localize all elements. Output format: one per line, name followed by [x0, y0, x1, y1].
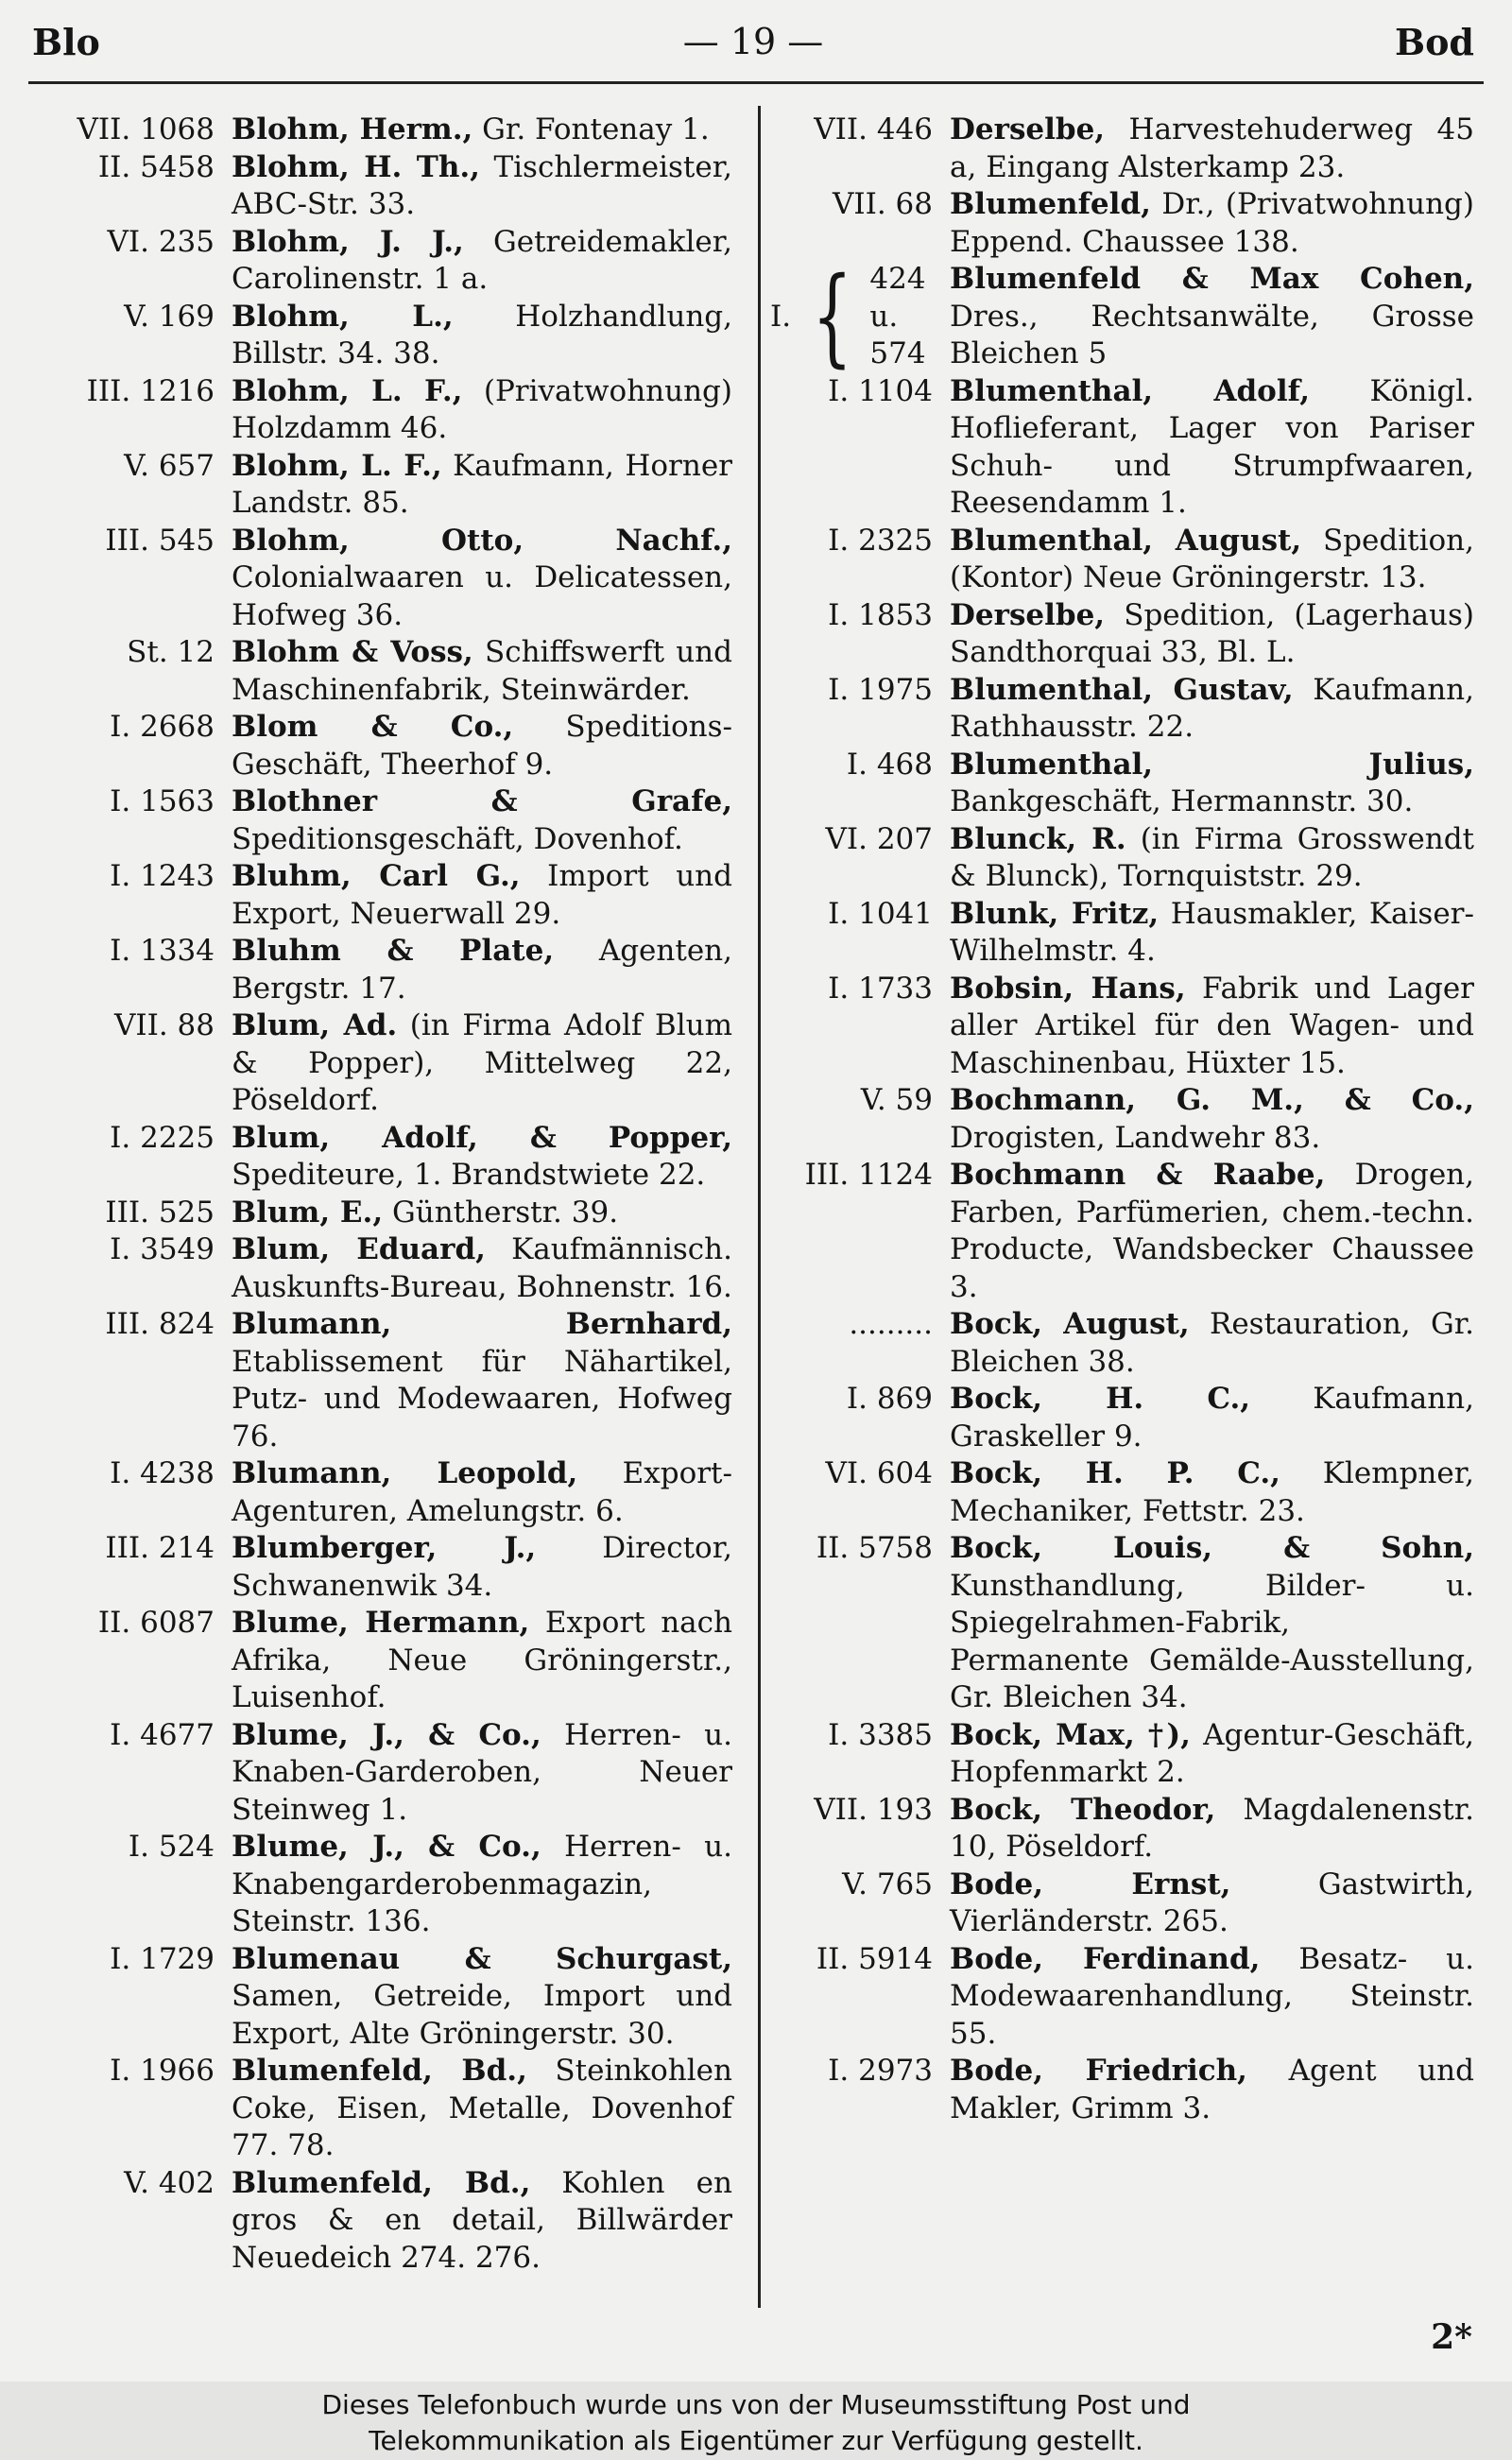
- entry-text: [950, 896, 1474, 971]
- entry-details: (in Firma Adolf Blum & Popper), Mittelweg 22, Pöseldorf.: [232, 1008, 732, 1117]
- entry-details: Tischlermeister, ABC-Str. 33.: [232, 149, 732, 221]
- entry-name: Blum, Ad.: [232, 1008, 398, 1042]
- entry-text: [232, 634, 732, 709]
- entry-name: Blumenfeld, Bd.,: [232, 2054, 527, 2088]
- entry-text: [232, 373, 732, 448]
- entry-number: II. 6087: [97, 1606, 215, 1640]
- entry-name: Blume, J., & Co.,: [232, 1717, 541, 1752]
- entry-name: Bock, H. C.,: [950, 1382, 1251, 1416]
- entry-text: [232, 1007, 732, 1120]
- entry-name: Blumann, Bernhard,: [232, 1307, 732, 1341]
- directory-entry: [28, 149, 732, 224]
- entry-text: [950, 1082, 1474, 1157]
- entry-details: Speditionsgeschäft, Dovenhof.: [232, 821, 683, 856]
- entry-details: Gr. Fontenay 1.: [472, 112, 710, 146]
- entry-details: Kaufmännisch. Auskunfts-Bureau, Bohnenstr. 16.: [232, 1232, 732, 1304]
- directory-entry: [770, 597, 1474, 672]
- entry-name: Derselbe,: [950, 597, 1106, 632]
- entry-number: VII. 193: [814, 1792, 933, 1827]
- entry-number: I. 1853: [828, 597, 933, 632]
- entry-text: [950, 1455, 1474, 1530]
- brace-number-1: 424: [869, 262, 926, 296]
- entry-number: I. 3385: [828, 1717, 933, 1752]
- column-divider: [758, 106, 761, 2308]
- directory-entry: [770, 1941, 1474, 2054]
- footer-line-2: Telekommunikation als Eigentümer zur Verfügung gestellt.: [369, 2425, 1143, 2456]
- entry-details: Magdalenenstr. 10, Pöseldorf.: [950, 1792, 1474, 1864]
- directory-entry: [28, 112, 732, 149]
- entry-text: [950, 672, 1474, 747]
- directory-entry: [770, 1530, 1474, 1717]
- entry-number: I. 1041: [828, 896, 933, 931]
- entry-number: I. 1243: [110, 859, 215, 893]
- entry-number: V. 59: [860, 1083, 933, 1117]
- entry-details: Hausmakler, Kaiser-Wilhelmstr. 4.: [950, 896, 1474, 968]
- entry-name: Bluhm & Plate,: [232, 934, 555, 968]
- entry-number: I. 2225: [110, 1120, 215, 1155]
- entry-details: Samen, Getreide, Import und Export, Alte Gröningerstr. 30.: [232, 1979, 732, 2051]
- entry-number: I. 2973: [828, 2054, 933, 2088]
- entry-details: Restauration, Gr. Bleichen 38.: [950, 1307, 1474, 1379]
- entry-number: I. 4238: [110, 1456, 215, 1490]
- brace-number-3: 574: [869, 336, 926, 370]
- directory-entry: [770, 1082, 1474, 1157]
- entry-number: I. 3549: [110, 1232, 215, 1266]
- entry-name: Blumenau & Schurgast,: [232, 1941, 732, 1976]
- entry-details: Klempner, Mechaniker, Fettstr. 23.: [950, 1456, 1475, 1528]
- entry-details: Fabrik und Lager aller Artikel für den Wagen- und Maschinenbau, Hüxter 15.: [950, 971, 1474, 1080]
- header-page-number: — 19 —: [682, 21, 824, 62]
- entry-number: III. 545: [105, 523, 215, 558]
- entry-text: [950, 821, 1474, 896]
- directory-entry: [28, 2053, 732, 2165]
- directory-entry: [770, 821, 1474, 896]
- directory-entry: [28, 448, 732, 523]
- entry-text: [232, 1306, 732, 1455]
- entry-name: Blohm, L. F.,: [232, 373, 463, 408]
- directory-entry: [28, 2165, 732, 2278]
- entry-number: [770, 254, 950, 378]
- entry-details: Agenten, Bergstr. 17.: [232, 934, 732, 1006]
- entry-name: Blumenthal, Gustav,: [950, 672, 1294, 707]
- entry-name: Blohm, J. J.,: [232, 224, 464, 259]
- entry-name: Bode, Ernst,: [950, 1867, 1231, 1901]
- entry-name: Bock, Max, †),: [950, 1717, 1191, 1752]
- entry-details: Export nach Afrika, Neue Gröningerstr., Luisenhof.: [232, 1606, 732, 1714]
- entry-text: [950, 523, 1474, 597]
- entry-name: Blohm, Herm.,: [232, 112, 473, 146]
- directory-entry: [770, 971, 1474, 1083]
- entry-number: I. 1334: [110, 934, 215, 968]
- header-left: Blo: [32, 21, 100, 63]
- entry-name: Bock, Louis, & Sohn,: [950, 1531, 1474, 1565]
- entry-name: Blumberger, J.,: [232, 1531, 537, 1565]
- directory-entry: [28, 858, 732, 933]
- entry-number: V. 657: [124, 448, 215, 483]
- header-right: Bod: [1394, 21, 1474, 63]
- entry-name: Blume, J., & Co.,: [232, 1830, 541, 1864]
- entry-name: Blumenthal, Julius,: [950, 747, 1474, 782]
- entry-details: (Privatwohnung) Holzdamm 46.: [232, 373, 732, 445]
- entry-text: [232, 1717, 732, 1830]
- entry-number: VII. 1068: [77, 112, 215, 146]
- entry-details: Besatz- u. Modewaarenhandlung, Steinstr. 55.: [950, 1941, 1474, 2051]
- directory-entry: [770, 373, 1474, 523]
- directory-entry: [28, 1195, 732, 1232]
- entry-number: I. 2668: [110, 710, 215, 744]
- directory-entry: [28, 709, 732, 783]
- entry-name: Bochmann & Raabe,: [950, 1158, 1326, 1192]
- entry-number: VI. 604: [825, 1456, 933, 1490]
- directory-entry: [770, 747, 1474, 821]
- entry-number: I. 1104: [828, 373, 933, 408]
- entry-number: VII. 68: [832, 187, 933, 221]
- entry-details: Spedition, (Lagerhaus) Sandthorquai 33, Bl. L.: [950, 597, 1474, 669]
- entry-number: I. 1975: [828, 672, 933, 707]
- entry-details: Import und Export, Neuerwall 29.: [232, 859, 732, 931]
- entry-details: Spediteure, 1. Brandstwiete 22.: [232, 1158, 706, 1192]
- entry-text: [950, 1792, 1474, 1867]
- entry-name: Bode, Friedrich,: [950, 2054, 1247, 2088]
- entry-text: [232, 299, 732, 373]
- entry-text: [232, 783, 732, 858]
- entry-details: Drogen, Farben, Parfümerien, chem.-techn. Producte, Wandsbecker Chaussee 3.: [950, 1158, 1474, 1304]
- entry-details: Agent und Makler, Grimm 3.: [950, 2054, 1474, 2125]
- left-column: [28, 112, 732, 2277]
- entry-details: Agentur-Geschäft, Hopfenmarkt 2.: [950, 1717, 1474, 1789]
- entry-text: [950, 1867, 1474, 1941]
- entry-details: Kaufmann, Graskeller 9.: [950, 1382, 1474, 1454]
- entry-name: Blohm & Voss,: [232, 635, 473, 669]
- directory-entry: [28, 1941, 732, 2054]
- entry-details: Königl. Hoflieferant, Lager von Pariser Schuh- und Strumpfwaaren, Reesendamm 1.: [950, 373, 1475, 520]
- entry-details: Holzhandlung, Billstr. 34. 38.: [232, 299, 732, 370]
- entry-text: [232, 709, 732, 783]
- entry-text: [950, 261, 1474, 373]
- entry-name: Blohm, L.,: [232, 299, 454, 334]
- directory-entry: [28, 1455, 732, 1530]
- entry-text: [950, 112, 1474, 186]
- entry-details: Kunsthandlung, Bilder- u. Spiegelrahmen-Fabrik, Permanente Gemälde-Ausstellung, Gr. Bleichen 34.: [950, 1568, 1474, 1714]
- entry-number: .........: [849, 1307, 933, 1341]
- entry-text: [232, 448, 732, 523]
- entry-name: Bode, Ferdinand,: [950, 1941, 1261, 1976]
- entry-name: Bock, H. P. C.,: [950, 1456, 1280, 1490]
- entry-number: V. 169: [124, 299, 215, 334]
- entry-details: Colonialwaaren u. Delicatessen, Hofweg 36.: [232, 560, 732, 632]
- entry-details: Kohlen en gros & en detail, Billwärder Neuedeich 274. 276.: [232, 2165, 732, 2275]
- directory-entry: [28, 373, 732, 448]
- entry-number: III. 214: [105, 1531, 215, 1565]
- directory-entry: [770, 523, 1474, 597]
- entry-text: [232, 1195, 732, 1232]
- entry-name: Bluhm, Carl G.,: [232, 859, 521, 893]
- entry-text: [232, 1605, 732, 1717]
- entry-name: Bobsin, Hans,: [950, 971, 1186, 1006]
- entry-name: Blumenthal, August,: [950, 523, 1302, 558]
- directory-entry: [28, 224, 732, 299]
- entry-number: I. 1563: [110, 784, 215, 818]
- directory-entry: [28, 1829, 732, 1941]
- entry-text: [950, 1306, 1474, 1381]
- entry-name: Blume, Hermann,: [232, 1606, 530, 1640]
- entry-details: Bankgeschäft, Hermannstr. 30.: [950, 784, 1414, 818]
- directory-entry: [28, 523, 732, 635]
- entry-details: Etablissement für Nähartikel, Putz- und Modewaaren, Hofweg 76.: [232, 1344, 732, 1454]
- directory-entry: [770, 896, 1474, 971]
- entry-details: Schiffswerft und Maschinenfabrik, Steinwärder.: [232, 635, 732, 707]
- footer-line-1: Dieses Telefonbuch wurde uns von der Museumsstiftung Post und: [321, 2389, 1191, 2420]
- entry-number: VII. 446: [814, 112, 933, 146]
- entry-text: [950, 373, 1474, 523]
- entry-text: [232, 1829, 732, 1941]
- directory-entry: [28, 1717, 732, 1830]
- directory-entry: [28, 1530, 732, 1605]
- entry-text: [950, 597, 1474, 672]
- entry-details: Steinkohlen Coke, Eisen, Metalle, Dovenhof 77. 78.: [232, 2054, 732, 2162]
- directory-entry: [770, 1792, 1474, 1867]
- entry-number: VI. 207: [825, 821, 933, 856]
- directory-entry: [28, 783, 732, 858]
- brace-number-2: u.: [869, 299, 899, 334]
- entry-text: [950, 1157, 1474, 1306]
- entry-name: Blumenthal, Adolf,: [950, 373, 1311, 408]
- directory-entry: [28, 933, 732, 1007]
- entry-text: [232, 224, 732, 299]
- entry-text: [950, 186, 1474, 261]
- directory-entry: [770, 1717, 1474, 1792]
- entry-name: Blumann, Leopold,: [232, 1456, 578, 1490]
- entry-name: Blumenfeld, Bd.,: [232, 2165, 531, 2200]
- entry-name: Blumenfeld & Max Cohen,: [950, 262, 1474, 296]
- entry-name: Blothner & Grafe,: [232, 784, 732, 818]
- entry-name: Bock, Theodor,: [950, 1792, 1216, 1827]
- directory-entry: [770, 1306, 1474, 1381]
- right-column: [770, 112, 1474, 2127]
- directory-entry: [28, 299, 732, 373]
- directory-entry: [28, 1605, 732, 1717]
- entry-name: Blumenfeld,: [950, 187, 1151, 221]
- entry-name: Blom & Co.,: [232, 710, 514, 744]
- entry-name: Blohm, L. F.,: [232, 448, 442, 483]
- entry-text: [950, 747, 1474, 821]
- entry-number: V. 765: [842, 1867, 933, 1901]
- entry-number: III. 525: [105, 1195, 215, 1230]
- entry-text: [232, 1231, 732, 1306]
- entry-name: Derselbe,: [950, 112, 1106, 146]
- entry-details: Dr., (Privatwohnung) Eppend. Chaussee 138.: [950, 187, 1474, 259]
- directory-entry: [770, 672, 1474, 747]
- entry-name: Blum, Eduard,: [232, 1232, 486, 1266]
- entry-number: I. 1733: [828, 971, 933, 1006]
- directory-entry: [770, 1455, 1474, 1530]
- entry-number: III. 824: [105, 1307, 215, 1341]
- entry-text: [950, 971, 1474, 1083]
- entry-details: Güntherstr. 39.: [383, 1195, 619, 1230]
- entry-number: VI. 235: [107, 224, 215, 259]
- entry-name: Bochmann, G. M., & Co.,: [950, 1083, 1474, 1117]
- entry-number: I. 2325: [828, 523, 933, 558]
- entry-number: III. 1124: [804, 1158, 933, 1192]
- entry-name: Bock, August,: [950, 1307, 1190, 1341]
- entry-name: Blum, E.,: [232, 1195, 384, 1230]
- entry-details: Gastwirth, Vierländerstr. 265.: [950, 1867, 1474, 1938]
- entry-text: [232, 1455, 732, 1530]
- entry-number: II. 5458: [97, 149, 215, 184]
- entry-name: Blunk, Fritz,: [950, 896, 1160, 931]
- page-header: [32, 21, 1474, 77]
- entry-number: VII. 88: [113, 1008, 215, 1042]
- entry-text: [950, 2053, 1474, 2127]
- brace-icon: {: [812, 254, 853, 378]
- entry-text: [232, 149, 732, 224]
- entry-text: [950, 1717, 1474, 1792]
- directory-entry: [28, 1306, 732, 1455]
- directory-entry: [770, 1381, 1474, 1455]
- entry-number: V. 402: [124, 2165, 215, 2200]
- entry-number: I. 4677: [110, 1717, 215, 1752]
- entry-details: Director, Schwanenwik 34.: [232, 1531, 732, 1603]
- entry-details: Kaufmann, Rathhausstr. 22.: [950, 672, 1474, 744]
- entry-number: I. 1729: [110, 1941, 215, 1976]
- entry-text: [232, 933, 732, 1007]
- entry-name: Blum, Adolf, & Popper,: [232, 1120, 732, 1155]
- directory-entry: [770, 1157, 1474, 1306]
- signature-mark: 2*: [1431, 2317, 1472, 2357]
- entry-name: Blunck, R.: [950, 821, 1126, 856]
- entry-number: III. 1216: [86, 373, 215, 408]
- entry-text: [232, 1530, 732, 1605]
- brace-volume: I.: [770, 299, 792, 334]
- entry-details: Herren- u. Knabengarderobenmagazin, Steinstr. 136.: [232, 1830, 732, 1938]
- entry-details: Export-Agenturen, Amelungstr. 6.: [232, 1456, 732, 1528]
- entry-text: [232, 1941, 732, 2054]
- entry-text: [232, 2165, 732, 2278]
- entry-number: St. 12: [127, 635, 215, 669]
- entry-details: Spedition, (Kontor) Neue Gröningerstr. 13.: [950, 523, 1474, 594]
- entry-number: I. 468: [846, 747, 933, 782]
- entry-details: Getreidemakler, Carolinenstr. 1 a.: [232, 224, 732, 296]
- entry-details: Herren- u. Knaben-Garderoben, Neuer Steinweg 1.: [232, 1717, 732, 1827]
- entry-text: [232, 1120, 732, 1195]
- entry-details: Kaufmann, Horner Landstr. 85.: [232, 448, 732, 520]
- directory-entry: [28, 1231, 732, 1306]
- directory-entry: [28, 634, 732, 709]
- brace-entry: [770, 254, 1474, 378]
- entry-text: [232, 2053, 732, 2165]
- entry-details: Drogisten, Landwehr 83.: [950, 1120, 1321, 1155]
- directory-entry: [770, 112, 1474, 186]
- directory-entry: [28, 1007, 732, 1120]
- entry-name: Blohm, Otto, Nachf.,: [232, 523, 732, 558]
- entry-number: II. 5914: [816, 1941, 933, 1976]
- entry-text: [950, 1381, 1474, 1455]
- entry-name: Blohm, H. Th.,: [232, 149, 480, 184]
- directory-entry: [28, 1120, 732, 1195]
- entry-number: I. 524: [128, 1830, 215, 1864]
- entry-details: Harvestehuderweg 45 a, Eingang Alsterkamp 23.: [950, 112, 1474, 184]
- entry-text: [950, 1530, 1474, 1717]
- entry-details: (in Firma Grosswendt & Blunck), Tornquiststr. 29.: [950, 821, 1474, 893]
- footer-notice: [0, 2382, 1512, 2460]
- entry-text: [232, 112, 732, 149]
- directory-entry: [770, 2053, 1474, 2127]
- entry-text: [232, 858, 732, 933]
- entry-text: [950, 1941, 1474, 2054]
- entry-number: I. 869: [846, 1382, 933, 1416]
- entry-details: Speditions-Geschäft, Theerhof 9.: [232, 710, 732, 782]
- entry-number: II. 5758: [816, 1531, 933, 1565]
- header-rule: [28, 81, 1484, 84]
- entry-number: I. 1966: [110, 2054, 215, 2088]
- directory-entry: [770, 186, 1474, 261]
- entry-text: [232, 523, 732, 635]
- entry-details: Dres., Rechtsanwälte, Grosse Bleichen 5: [950, 299, 1474, 370]
- directory-entry: [770, 1867, 1474, 1941]
